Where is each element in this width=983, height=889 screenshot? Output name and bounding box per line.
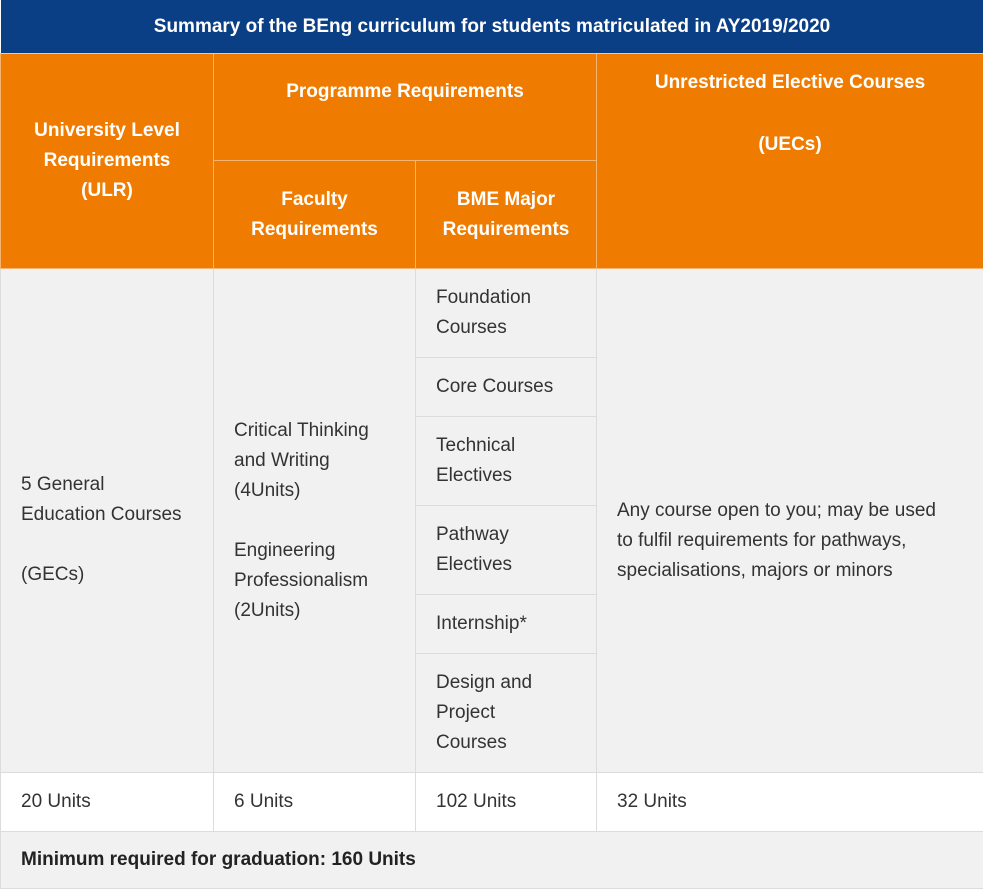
bme-item-line: Electives	[436, 461, 576, 491]
header-programme-requirements	[214, 54, 597, 161]
header-ulr-line: (ULR)	[13, 176, 201, 206]
bme-item-line: Foundation	[436, 283, 576, 313]
bme-item-technical-electives	[416, 417, 597, 506]
faculty-item-line: (2Units)	[234, 596, 395, 626]
ulr-body	[1, 269, 214, 773]
header-bme-line: BME Major	[416, 185, 596, 215]
units-faculty: 6 Units	[214, 773, 416, 832]
header-faculty	[214, 161, 416, 269]
bme-item-line: Pathway	[436, 520, 576, 550]
header-bme-line: Requirements	[416, 215, 596, 245]
bme-item-line: Electives	[436, 550, 576, 580]
units-ulr: 20 Units	[1, 773, 214, 832]
bme-item-core	[416, 358, 597, 417]
header-faculty-line: Requirements	[214, 215, 415, 245]
bme-item-internship	[416, 595, 597, 654]
header-ulr	[1, 54, 214, 269]
uec-body-line: Any course open to you; may be used	[617, 496, 963, 526]
header-uec	[597, 54, 983, 269]
units-uec: 32 Units	[597, 773, 983, 832]
bme-item-line: Design and	[436, 668, 576, 698]
graduation-total: Minimum required for graduation: 160 Units	[1, 832, 983, 889]
faculty-item-line: (4Units)	[234, 476, 395, 506]
faculty-body	[214, 269, 416, 773]
bme-item-design-project	[416, 654, 597, 773]
ulr-body-line: 5 General	[21, 470, 193, 500]
bme-item-pathway-electives	[416, 506, 597, 595]
header-uec-line: Unrestricted Elective Courses	[597, 68, 983, 98]
uec-body-line: specialisations, majors or minors	[617, 556, 963, 586]
header-programme-label: Programme Requirements	[214, 77, 596, 107]
header-ulr-line: University Level	[13, 116, 201, 146]
faculty-item-line: Professionalism	[234, 566, 395, 596]
uec-body-line: to fulfil requirements for pathways,	[617, 526, 963, 556]
faculty-item-line: Critical Thinking	[234, 416, 395, 446]
bme-item-line: Project	[436, 698, 576, 728]
header-ulr-line: Requirements	[13, 146, 201, 176]
bme-item-line: Courses	[436, 728, 576, 758]
ulr-body-line: (GECs)	[21, 560, 193, 590]
ulr-body-line: Education Courses	[21, 500, 193, 530]
faculty-item-line: and Writing	[234, 446, 395, 476]
bme-item-line: Courses	[436, 313, 576, 343]
units-bme: 102 Units	[416, 773, 597, 832]
uec-body	[597, 269, 983, 773]
header-bme	[416, 161, 597, 269]
bme-item-foundation	[416, 269, 597, 358]
header-uec-line: (UECs)	[597, 130, 983, 160]
bme-item-line: Internship*	[436, 609, 576, 639]
header-faculty-line: Faculty	[214, 185, 415, 215]
bme-item-line: Core Courses	[436, 372, 576, 402]
faculty-item-line: Engineering	[234, 536, 395, 566]
bme-item-line: Technical	[436, 431, 576, 461]
table-title: Summary of the BEng curriculum for students matriculated in AY2019/2020	[1, 0, 983, 54]
